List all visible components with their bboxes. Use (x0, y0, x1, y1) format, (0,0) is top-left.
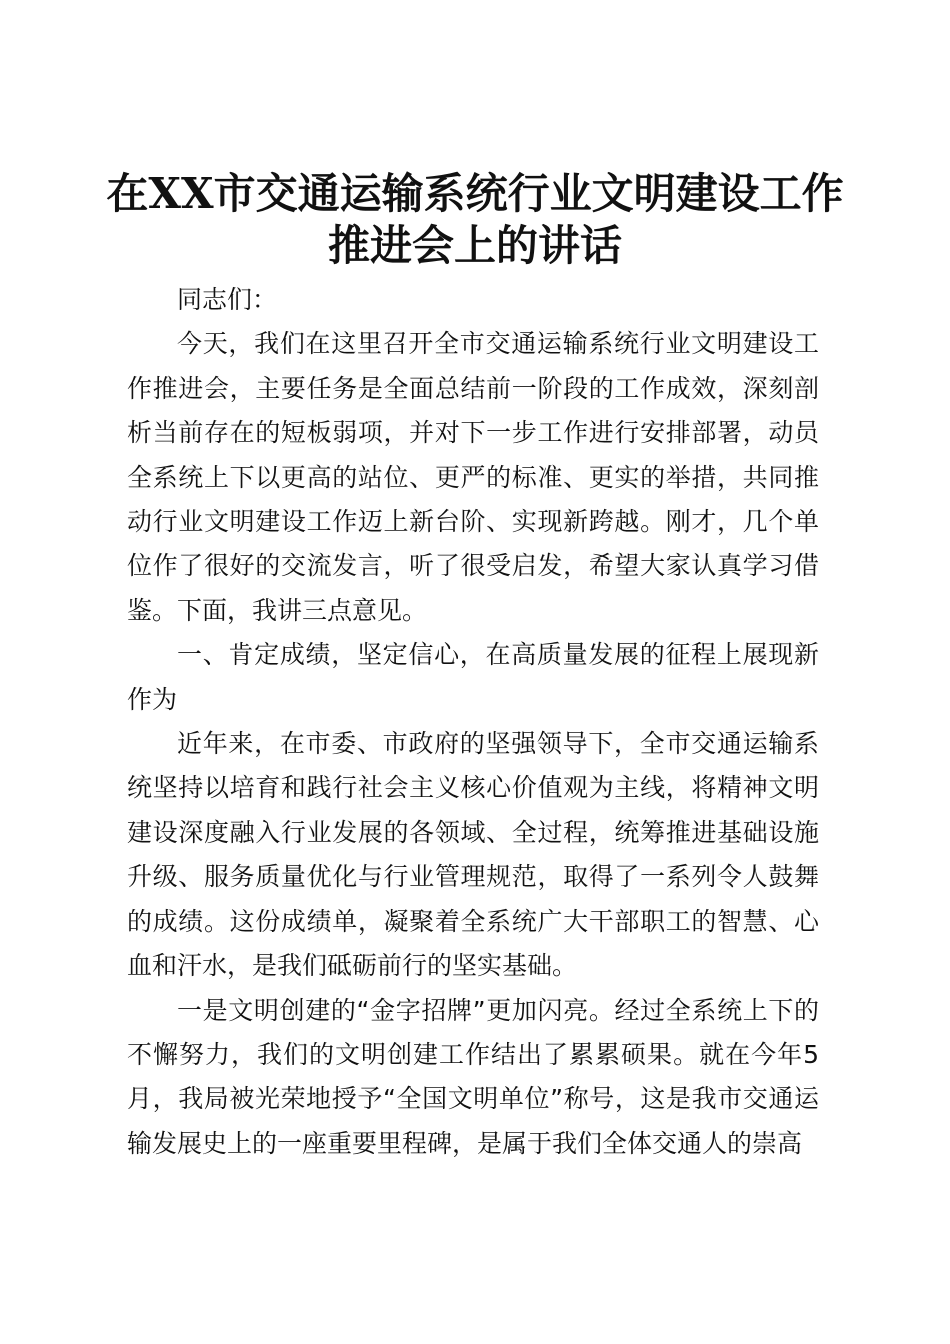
section-heading-1: 一、肯定成绩，坚定信心，在高质量发展的征程上展现新作为 (127, 640, 819, 714)
achievements-paragraph: 近年来，在市委、市政府的坚强领导下，全市交通运输系统坚持以培育和践行社会主义核心价值观为主线，将精神文明建设深度融入行业发展的各领域、全过程，统筹推进基础设施升级、服务质量优化与行业管理规范，取得了一系列令人鼓舞的成绩。这份成绩单，凝聚着全系统广大干部职工的智慧、心血和汗水，是我们砥砺前行的坚实基础。 (127, 729, 819, 981)
salutation-paragraph: 同志们： (177, 285, 278, 314)
document-title: 在XX市交通运输系统行业文明建设工作推进会上的讲话 (106, 169, 844, 270)
document-body (127, 278, 819, 1166)
opening-paragraph: 今天，我们在这里召开全市交通运输系统行业文明建设工作推进会，主要任务是全面总结前一阶段的工作成效，深刻剖析当前存在的短板弱项，并对下一步工作进行安排部署，动员全系统上下以更高的站位、更严的标准、更实的举措，共同推动行业文明建设工作迈上新台阶、实现新跨越。刚才，几个单位作了很好的交流发言，听了很受启发，希望大家认真学习借鉴。下面，我讲三点意见。 (127, 329, 819, 625)
point-one-paragraph: 一是文明创建的“金字招牌”更加闪亮。经过全系统上下的不懈努力，我们的文明创建工作结出了累累硕果。就在今年5月，我局被光荣地授予“全国文明单位”称号，这是我市交通运输发展史上的一座重要里程碑，是属于我们全体交通人的崇高 (127, 995, 819, 1158)
